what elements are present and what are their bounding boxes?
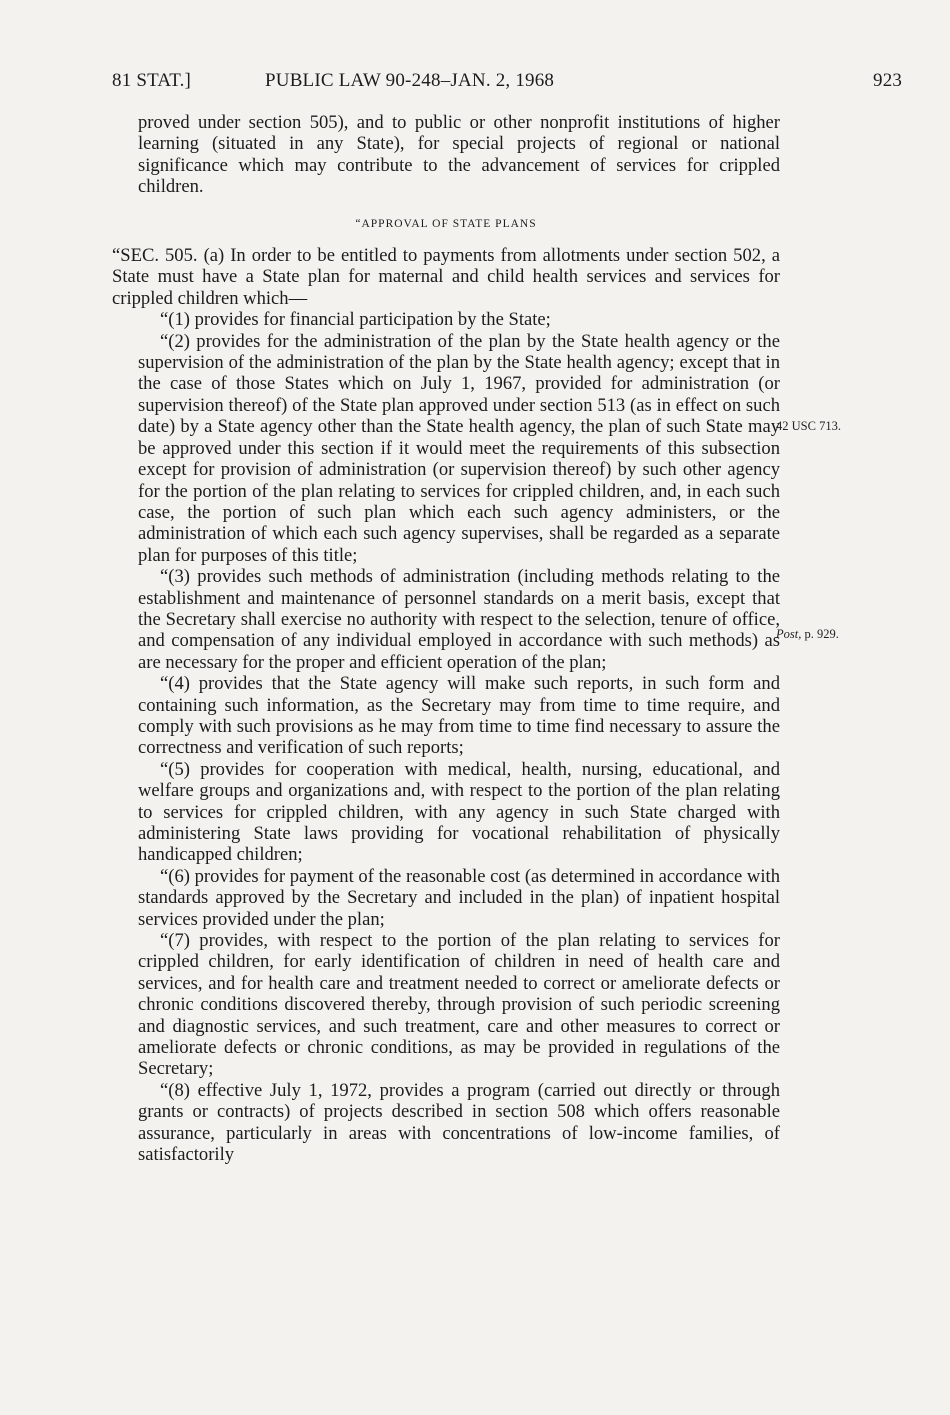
margin-note-post (776, 627, 839, 642)
paragraph-5: “(5) provides for cooperation with medical, health, nursing, educational, and welfare groups and organizations and, with respect to the portion of the plan relating to services for crippled children, with any agency in such State charged with administering State laws providing for vocational rehabilitation of physically handicapped children; (138, 758, 780, 866)
paragraph-3: “(3) provides such methods of administration (including methods relating to the establishment and maintenance of personnel standards on a merit basis, except that the Secretary shall exercise no authority with respect to the selection, tenure of office, and compensation of any individual employed in accordance with such methods) as are necessary for the proper and efficient operation of the plan; (138, 566, 780, 673)
paragraph-6: “(6) provides for payment of the reasonable cost (as determined in accordance with standards approved by the Secretary and included in the plan) of inpatient hospital services provided under the plan; (138, 865, 780, 930)
section-505-intro: “SEC. 505. (a) In order to be entitled to payments from allotments under section 502, a State must have a State plan for maternal and child health services and services for crippled children which— (112, 245, 780, 309)
margin-note-usc: 42 USC 713. (776, 419, 841, 433)
running-head-title: PUBLIC LAW 90-248–JAN. 2, 1968 (265, 70, 555, 91)
paragraph-2: “(2) provides for the administration of the plan by the State health agency or the supervision of the administration of the plan by the State health agency; except that in the case of those States which on July 1, 1967, provided for administration (or supervision thereof) of the State plan approved under section 513 (as in effect on such date) by a State agency other than the State health agency, the plan of such State may be approved under this section if it would meet the requirements of this subsection except for provision of administration (or supervision thereof) by such other agency for the portion of the plan relating to services for crippled children, and, in each such case, the portion of such plan which each such agency administers, or the administration of which each such agency supervises, shall be regarded as a separate plan for purposes of this title; (138, 330, 780, 566)
continued-paragraph: proved under section 505), and to public or other nonprofit institutions of higher learning (situated in any State), for special projects of regional or national significance which may contribute to the advancement of services for crippled children. (138, 112, 780, 198)
paragraph-8: “(8) effective July 1, 1972, provides a program (carried out directly or through grants or contracts) of projects described in section 508 which offers reasonable assurance, particularly in areas with concentrations of low-income families, of satisfactorily (138, 1079, 780, 1166)
statute-text (112, 112, 780, 1166)
margin-note-post-page: p. 929. (804, 627, 839, 641)
running-head-volume: 81 STAT.] (112, 70, 192, 91)
paragraph-4: “(4) provides that the State agency will make such reports, in such form and containing such information, as the Secretary may from time to time require, and comply with such provisions as he may from time to time find necessary to assure the correctness and verification of such reports; (138, 673, 780, 759)
page-number: 923 (873, 70, 903, 91)
section-heading: “APPROVAL OF STATE PLANS (355, 217, 537, 230)
paragraph-1: “(1) provides for financial participation by the State; (160, 309, 551, 331)
margin-note-post-prefix: Post, (776, 627, 802, 641)
paragraph-7: “(7) provides, with respect to the portion of the plan relating to services for crippled children, for early identification of children in need of health care and services, and for health care and treatment needed to correct or ameliorate defects or chronic conditions discovered thereby, through provision of such periodic screening and diagnostic services, and such treatment, care and other measures to correct or ameliorate defects or chronic conditions, as may be provided in regulations of the Secretary; (138, 930, 780, 1080)
